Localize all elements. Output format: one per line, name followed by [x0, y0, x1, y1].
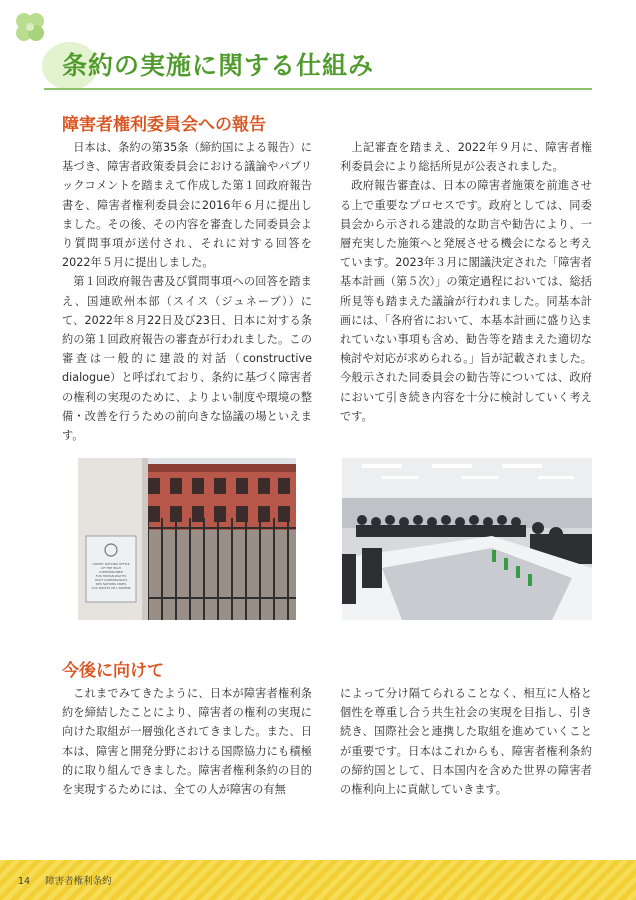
paragraph: これまでみてきたように、日本が障害者権利条約を締結したことにより、障害者の権利の実現に向けた取組が一層強化されてきました。また、日本は、障害と開発分野における国際協力にも積極的に取り組んできました。障害者権利条約の目的を実現するためには、全ての人が障害の有無	[62, 687, 312, 797]
section1-left-column	[62, 138, 312, 445]
section2-right-column	[340, 684, 592, 799]
geneva-building-illustration	[78, 458, 296, 620]
paragraph: 政府報告審査は、日本の障害者施策を前進させる上で重要なプロセスです。政府としては、同委員会から示される建設的な助言や勧告により、一層充実した施策へと発展させる機会になると考えています。2023年３月に閣議決定された「障害者基本計画（第５次）」の策定過程においては、総括所見等も踏まえた議論が行われました。同基本計画には、「各府省において、本基本計画に盛り込まれていない事項も含め、勧告等を踏まえた適切な検討や対応が求められる。」旨が記載されました。今般示された同委員会の勧告等については、政府において引き続き内容を十分に検討していく考えです。	[340, 179, 592, 423]
paragraph: 上記審査を踏まえ、2022年９月に、障害者権利委員会により総括所見が公表されました。	[340, 141, 592, 174]
page-title: 条約の実施に関する仕組み	[62, 51, 375, 80]
paragraph: によって分け隔てられることなく、相互に人格と個性を尊重し合う共生社会の実現を目指し、引き続き、国際社会と連携した取組を進めていくことが重要です。日本はこれからも、障害者権利条約の締約国として、日本国内を含めた世界の障害者の権利向上に貢献していきます。	[340, 687, 592, 797]
section1-right-column	[340, 138, 592, 426]
paragraph: 日本は、条約の第35条（締約国による報告）に基づき、障害者政策委員会における議論やパブリックコメントを踏まえて作成した第１回政府報告書を、障害者権利委員会に2016年６月に提出しました。その後、その内容を審査した同委員会より質問事項が送付され、それに対する回答を2022年５月に提出しました。	[62, 141, 312, 270]
photo-geneva-building	[78, 458, 296, 620]
title-underline	[44, 88, 592, 90]
meeting-room-illustration	[342, 458, 592, 620]
section2-left-column	[62, 684, 312, 799]
section-heading-report: 障害者権利委員会への報告	[62, 115, 266, 135]
plaque-text: UNITED NATIONS OFFICE OF THE HIGH COMMISSIONER FOR HUMAN RIGHTS HAUT COMMISSARIAT DES NATIONS UNIES AUX DROITS DE L'HOMME	[91, 562, 131, 590]
page-number: 14	[18, 876, 31, 887]
photo-meeting-room	[342, 458, 592, 620]
paragraph: 第１回政府報告書及び質問事項への回答を踏まえ、国連欧州本部（スイス（ジュネーブ））にて、2022年８月22日及び23日、日本に対する条約の第１回政府報告の審査が行われました。この審査は一般的に建設的対話（constructive dialogue）と呼ばれており、条約に基づく障害者の権利の実現のために、よりよい制度や環境の整備・改善を行うための前向きな協議の場といえます。	[62, 275, 312, 443]
section-heading-future: 今後に向けて	[62, 661, 164, 681]
footer	[18, 873, 112, 887]
footer-label: 障害者権利条約	[45, 876, 112, 887]
